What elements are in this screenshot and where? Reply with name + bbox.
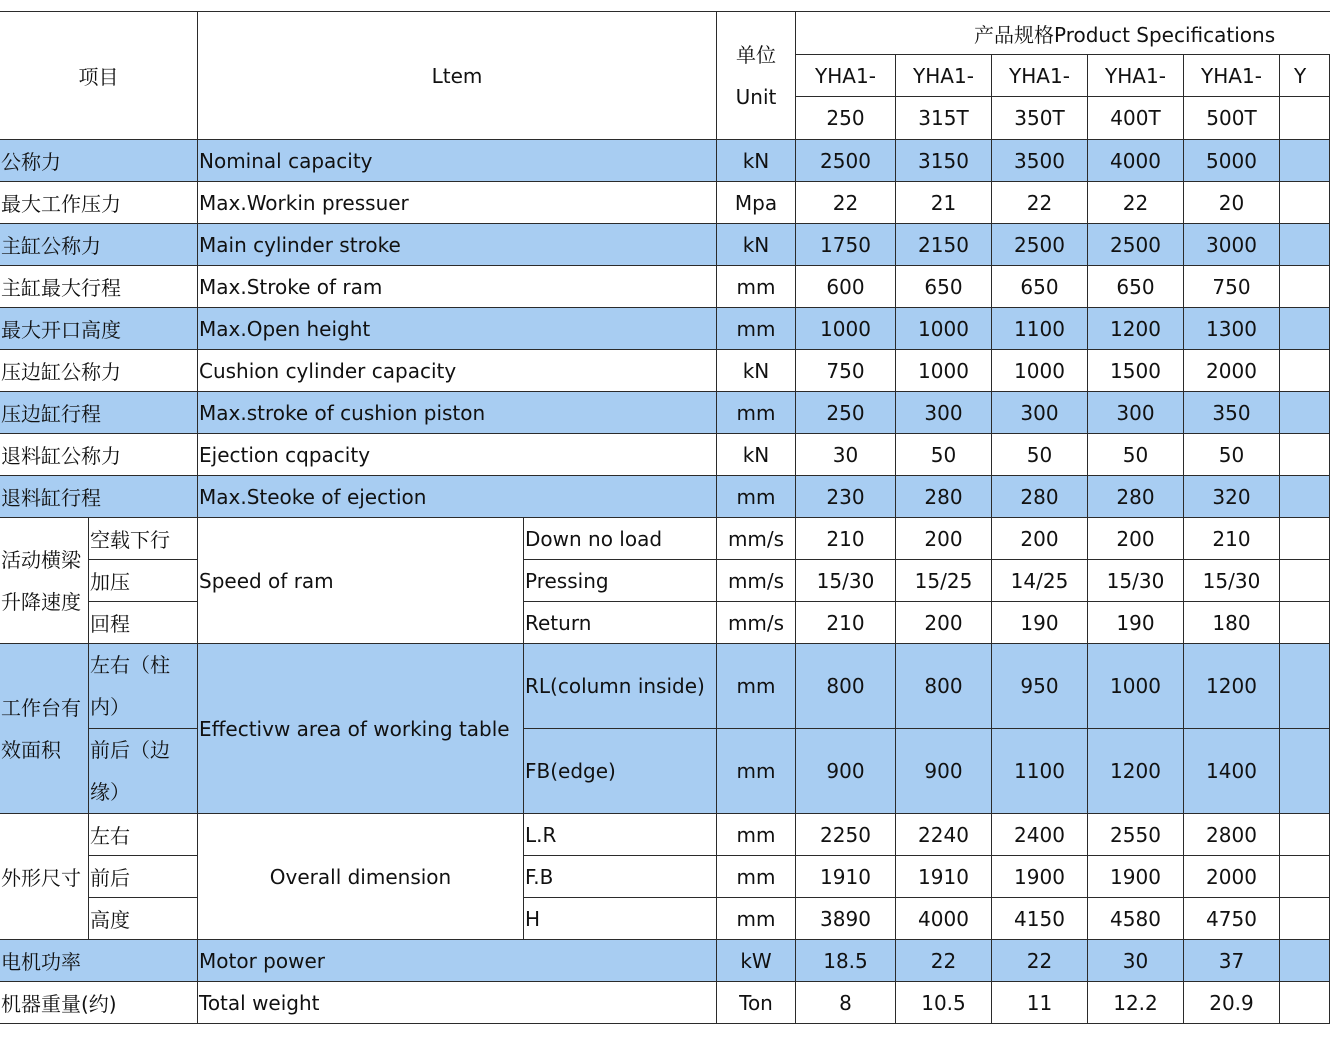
cell-value: 900 [896,729,992,814]
cell-value: 3500 [992,140,1088,182]
header-spec-title: 产品规格Product Specifications [796,12,1330,55]
model-2-line2: 315T [896,97,992,140]
sub-label-en: Return [524,602,717,644]
row-label-cn: 电机功率 [0,940,198,982]
row-unit: mm [717,856,796,898]
row-label-en: Max.stroke of cushion piston [198,392,717,434]
row-label-cn: 压边缸公称力 [0,350,198,392]
header-unit-en: Unit [735,84,777,109]
row-label-cn: 最大工作压力 [0,182,198,224]
row-unit: mm [717,476,796,518]
row-unit: kN [717,350,796,392]
cell-value: 50 [992,434,1088,476]
dimension-group-label: 外形尺寸 [0,814,89,940]
row-label-en: Cushion cylinder capacity [198,350,717,392]
table-area-label-en: Effectivw area of working table [198,644,524,814]
cell-value: 18.5 [796,940,896,982]
dimension-label-en: Overall dimension [198,814,524,940]
cell-value: 750 [796,350,896,392]
table-row [0,224,1330,266]
sub-label-en: FB(edge) [524,729,717,814]
cell-value: 4750 [1184,898,1280,940]
cell-value: 320 [1184,476,1280,518]
cell-value: 300 [1088,392,1184,434]
cell-value: 2500 [1088,224,1184,266]
cell-value: 210 [796,518,896,560]
cell-value: 1200 [1088,729,1184,814]
table-row [0,308,1330,350]
table-row [0,350,1330,392]
table-area-group-label: 工作台有效面积 [0,644,89,814]
sub-label-cn: 高度 [89,898,198,940]
cell-value: 1910 [896,856,992,898]
cell-value: 1200 [1088,308,1184,350]
row-label-cn: 机器重量(约) [0,982,198,1024]
cell-value: 1200 [1184,644,1280,729]
cell-value: 20 [1184,182,1280,224]
cell-value: 10.5 [896,982,992,1024]
sub-label-en: Pressing [524,560,717,602]
cell-value: 1400 [1184,729,1280,814]
row-unit: kN [717,224,796,266]
cell-value: 50 [1184,434,1280,476]
cell-value: 650 [992,266,1088,308]
cell-value: 280 [992,476,1088,518]
cell-value: 30 [796,434,896,476]
cell-value: 180 [1184,602,1280,644]
cell-value: 1000 [796,308,896,350]
cell-value: 230 [796,476,896,518]
cell-value: 3150 [896,140,992,182]
model-5-line2: 500T [1184,97,1280,140]
row-unit: mm [717,898,796,940]
table-row [0,940,1330,982]
cell-value: 3000 [1184,224,1280,266]
cell-value: 4150 [992,898,1088,940]
cell-value: 11 [992,982,1088,1024]
sub-label-cn: 空载下行 [89,518,198,560]
cell-value: 210 [796,602,896,644]
row-label-cn: 最大开口高度 [0,308,198,350]
cell-value: 2550 [1088,814,1184,856]
speed-label-en: Speed of ram [198,518,524,644]
table-row [0,266,1330,308]
row-label-cn: 公称力 [0,140,198,182]
cell-value: 1750 [796,224,896,266]
cell-value: 200 [1088,518,1184,560]
cell-value: 5000 [1184,140,1280,182]
cell-value: 200 [992,518,1088,560]
row-unit: kW [717,940,796,982]
table-row [0,982,1330,1024]
row-label-en: Motor power [198,940,717,982]
speed-group-label: 活动横梁升降速度 [0,518,89,644]
model-6-partial: Y [1280,55,1330,97]
sub-label-en: F.B [524,856,717,898]
row-label-cn: 退料缸行程 [0,476,198,518]
row-label-cn: 主缸最大行程 [0,266,198,308]
table-row [0,434,1330,476]
row-label-cn: 退料缸公称力 [0,434,198,476]
cell-value: 15/30 [1088,560,1184,602]
row-label-en: Ejection cqpacity [198,434,717,476]
sub-label-cn: 前后（边缘） [89,729,198,814]
header-unit-cn: 单位 [736,42,776,67]
cell-value: 2150 [896,224,992,266]
header-unit [717,12,796,140]
cell-value: 22 [796,182,896,224]
cell-value: 1910 [796,856,896,898]
cell-value: 950 [992,644,1088,729]
row-unit: mm/s [717,518,796,560]
model-4-line1: YHA1- [1088,55,1184,97]
cell-value: 2500 [796,140,896,182]
cell-value: 2500 [992,224,1088,266]
cell-value: 1000 [896,350,992,392]
sub-label-cn: 前后 [89,856,198,898]
cell-value: 2250 [796,814,896,856]
cell-value: 2240 [896,814,992,856]
cell-value: 2000 [1184,856,1280,898]
header-item-cn: 项目 [0,12,198,140]
cell-value: 15/30 [1184,560,1280,602]
cell-value: 22 [992,940,1088,982]
row-unit: mm [717,266,796,308]
model-3-line1: YHA1- [992,55,1088,97]
table-row [0,140,1330,182]
cell-value: 650 [896,266,992,308]
cell-value: 300 [992,392,1088,434]
cell-value: 1000 [992,350,1088,392]
sub-label-en: H [524,898,717,940]
row-unit: Mpa [717,182,796,224]
cell-value: 3890 [796,898,896,940]
cell-value: 300 [896,392,992,434]
row-unit: kN [717,140,796,182]
cell-value: 4000 [1088,140,1184,182]
table-row [0,814,1330,856]
cell-value: 1100 [992,729,1088,814]
cell-value: 350 [1184,392,1280,434]
cell-value: 200 [896,518,992,560]
cell-value: 1000 [1088,644,1184,729]
row-label-en: Max.Steoke of ejection [198,476,717,518]
cell-value: 800 [796,644,896,729]
model-1-line1: YHA1- [796,55,896,97]
table-row [0,644,1330,729]
row-unit: kN [717,434,796,476]
cell-value: 21 [896,182,992,224]
cell-value: 190 [992,602,1088,644]
cell-value: 800 [896,644,992,729]
row-label-cn: 压边缸行程 [0,392,198,434]
cell-value: 900 [796,729,896,814]
sub-label-cn: 回程 [89,602,198,644]
sub-label-en: RL(column inside) [524,644,717,729]
cell-value: 600 [796,266,896,308]
cell-value: 650 [1088,266,1184,308]
cell-value: 22 [992,182,1088,224]
table-row [0,182,1330,224]
cell-value: 30 [1088,940,1184,982]
row-unit: mm [717,644,796,729]
cell-value: 2800 [1184,814,1280,856]
model-3-line2: 350T [992,97,1088,140]
cell-value: 2000 [1184,350,1280,392]
cell-value: 22 [1088,182,1184,224]
cell-value: 750 [1184,266,1280,308]
cell-value: 50 [1088,434,1184,476]
row-label-en: Nominal capacity [198,140,717,182]
row-unit: mm [717,729,796,814]
cell-value: 1100 [992,308,1088,350]
row-unit: mm [717,814,796,856]
cell-value: 190 [1088,602,1184,644]
cell-value: 50 [896,434,992,476]
cell-value: 1900 [1088,856,1184,898]
row-unit: mm [717,308,796,350]
row-label-en: Total weight [198,982,717,1024]
cell-value: 37 [1184,940,1280,982]
cell-value: 280 [1088,476,1184,518]
cell-value: 280 [896,476,992,518]
table-row [0,518,1330,560]
row-label-en: Main cylinder stroke [198,224,717,266]
sub-label-en: L.R [524,814,717,856]
row-unit: mm/s [717,560,796,602]
cell-value: 12.2 [1088,982,1184,1024]
cell-value: 4580 [1088,898,1184,940]
row-label-en: Max.Workin pressuer [198,182,717,224]
row-label-en: Max.Open height [198,308,717,350]
header-item-en: Ltem [198,12,717,140]
sub-label-en: Down no load [524,518,717,560]
table-row [0,392,1330,434]
cell-value: 1300 [1184,308,1280,350]
model-1-line2: 250 [796,97,896,140]
cell-value: 20.9 [1184,982,1280,1024]
cell-value: 2400 [992,814,1088,856]
cell-value: 15/25 [896,560,992,602]
cell-value: 250 [796,392,896,434]
cell-value: 8 [796,982,896,1024]
cell-value: 15/30 [796,560,896,602]
sub-label-cn: 加压 [89,560,198,602]
cell-value: 200 [896,602,992,644]
model-2-line1: YHA1- [896,55,992,97]
sub-label-cn: 左右 [89,814,198,856]
specifications-table [0,11,1330,1024]
sub-label-cn: 左右（柱内） [89,644,198,729]
cell-value: 1500 [1088,350,1184,392]
cell-value: 1900 [992,856,1088,898]
table-row [0,476,1330,518]
row-label-cn: 主缸公称力 [0,224,198,266]
cell-value: 210 [1184,518,1280,560]
cell-value: 22 [896,940,992,982]
cell-value: 1000 [896,308,992,350]
row-unit: Ton [717,982,796,1024]
row-unit: mm [717,392,796,434]
row-label-en: Max.Stroke of ram [198,266,717,308]
cell-value: 14/25 [992,560,1088,602]
model-5-line1: YHA1- [1184,55,1280,97]
model-4-line2: 400T [1088,97,1184,140]
row-unit: mm/s [717,602,796,644]
cell-value: 4000 [896,898,992,940]
